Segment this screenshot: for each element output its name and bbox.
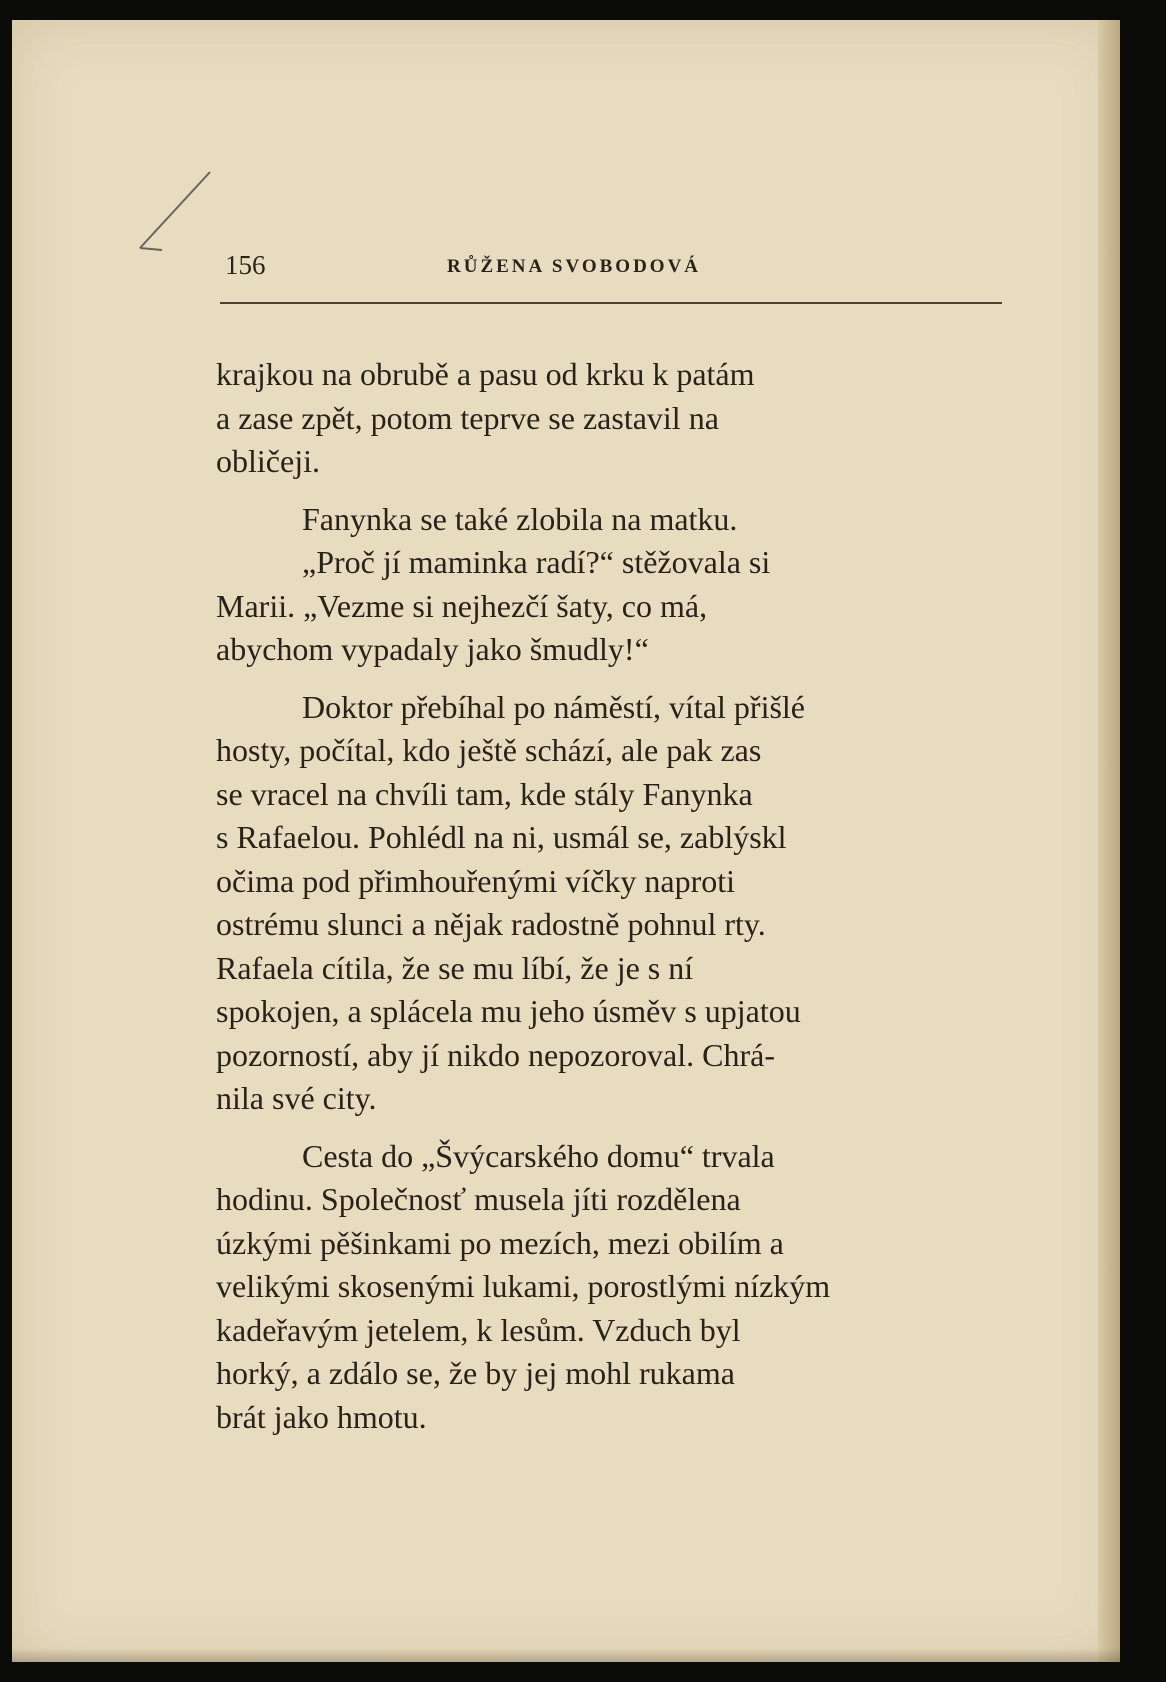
paragraph-1: krajkou na obrubě a pasu od krku k patám a zase zpět, potom teprve se zastavil na obličeji. — [216, 356, 755, 479]
running-head — [207, 242, 1007, 282]
page-bottom-shadow — [12, 1648, 1120, 1662]
page-number: 156 — [225, 250, 266, 280]
header-divider — [220, 302, 1002, 304]
book-page — [12, 20, 1120, 1662]
author-title: RŮŽENA SVOBODOVÁ — [447, 256, 702, 277]
body-text — [216, 353, 1004, 1439]
page-spine-edge — [1098, 20, 1120, 1662]
paragraph-5: Cesta do „Švýcarského domu“ trvala hodinu. Společnosť musela jíti rozdělena úzkými pěšinkami po mezích, mezi obilím a velikými skosenými lukami, porostlými nízkým kadeřavým jetelem, k lesům. Vzduch byl horký, a zdálo se, že by jej mohl rukama brát jako hmotu. — [216, 1137, 831, 1435]
paragraph-3: „Proč jí maminka radí?“ stěžovala si Marii. „Vezme si nejhezčí šaty, co má, abychom vypadaly jako šmudly!“ — [216, 544, 771, 667]
paragraph-4: Doktor přebíhal po náměstí, vítal přišlé hosty, počítal, kdo ještě schází, ale pak zas se vracel na chvíli tam, kde stály Fanynka s Rafaelou. Pohlédl na ni, usmál se, zablýskl očima pod přimhouřenými víčky naproti ostrému slunci a nějak radostně pohnul rty. Rafaela cítila, že se mu líbí, že je s ní spokojen, a splácela mu jeho úsměv s upjatou pozorností, aby jí nikdo nepozoroval. Chrá- nila své city. — [216, 688, 805, 1116]
paragraph-2: Fanynka se také zlobila na matku. — [302, 500, 738, 537]
